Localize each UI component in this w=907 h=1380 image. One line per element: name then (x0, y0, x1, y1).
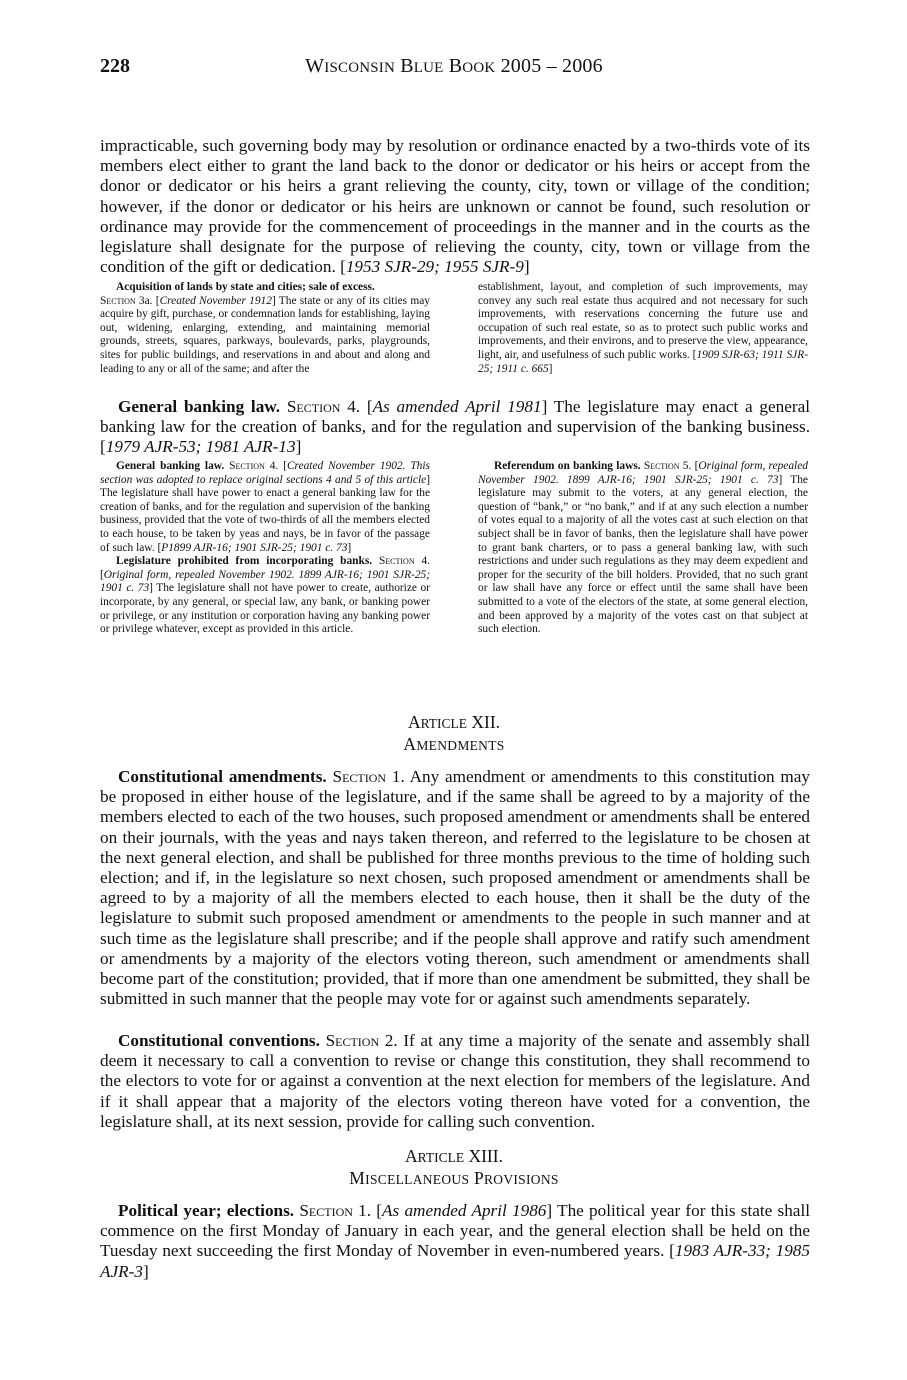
section-heading: Political year; elections. (118, 1201, 295, 1220)
section-1-political-year: Political year; elections. Section 1. [As amended April 1986] The political year for this state shall commence on the first Monday of January in each year, and the general election shall be held on the Tuesday next succeeding the first Monday of November in even-numbered years. [1983 AJR-33; 1985 AJR-3] (100, 1201, 810, 1281)
running-title: WISCONSIN BLUE BOOK 2005 – 2006 (305, 55, 603, 77)
article-xiii-heading (100, 1146, 808, 1190)
paragraph-continued: impracticable, such governing body may by resolution or ordinance enacted by a two-thirds vote of its members elect either to grant the land back to the donor or dedicator or his heirs or accept from the donor or dedicator or his heirs a grant relieving the county, city, town or village of the condition; however, if the donor or dedicator or his heirs are unknown or cannot be found, such resolution or ordinance may provide for the commencement of proceedings in the manner and in the courts as the legislature shall designate for the purpose of relieving the county, city, town or village from the condition of the gift or dedication. [1953 SJR-29; 1955 SJR-9] (100, 136, 810, 277)
article-label: ARTICLE XII. (407, 712, 501, 732)
note-column-right: establishment, layout, and completion of such improvements, may convey any such real estate thus acquired and not necessary for such improvements, with reservations concerning the future use and occupation of such real estate, so as to protect such public works and improvements, and their environs, and to preserve the view, appearance, light, air, and usefulness of such public works. [1909 SJR-63; 1911 SJR-25; 1911 c. 665] (478, 281, 808, 375)
note-heading: Legislature prohibited from incorporating banks. (116, 555, 373, 568)
section-heading: General banking law. (118, 397, 281, 416)
notes-section-3a (100, 281, 808, 376)
article-title: MISCELLANEOUS PROVISIONS (349, 1168, 559, 1188)
section-2-constitutional-conventions: Constitutional conventions. Section 2. If at any time a majority of the senate and assembly shall deem it necessary to call a convention to revise or change this constitution, they shall recommend to the electors to vote for or against a convention at the next election for members of the legislature. And if it shall appear that a majority of the electors voting thereon have voted for a convention, the legislature shall, at its next session, provide for calling such convention. (100, 1031, 811, 1131)
citation: 1979 AJR-53; 1981 AJR-13 (105, 437, 296, 457)
citation: 1983 AJR-33; 1985 AJR-3 (100, 1241, 810, 1281)
section-heading: Constitutional conventions. (118, 1031, 320, 1050)
citation: 1953 SJR-29; 1955 SJR-9 (345, 257, 524, 277)
citation: P1899 AJR-16; 1901 SJR-25; 1901 c. 73 (161, 541, 348, 554)
page-header (100, 55, 808, 83)
article-title: AMENDMENTS (403, 734, 505, 754)
page-number: 228 (100, 55, 130, 77)
section-heading: Constitutional amendments. (118, 767, 327, 786)
notes-banking (100, 460, 808, 637)
article-xii-heading (100, 712, 808, 756)
section-1-constitutional-amendments: Constitutional amendments. Section 1. Any amendment or amendments to this constitution may be proposed in either house of the legislature, and if the same shall be agreed to by a majority of the members elected to each of the two houses, such proposed amendment or amendments shall be entered on their journals, with the yeas and nays taken thereon, and referred to the legislature to be chosen at the next general election, and shall be published for three months previous to the time of holding such election; and if, in the legislature so next chosen, such proposed amendment or amendments shall be agreed to by a majority of all the members elected to each house, then it shall be the duty of the legislature to submit such proposed amendment or amendments to the people in such manner and at such time as the legislature shall prescribe; and if the people shall approve and ratify such amendment or amendments by a majority of the electors voting thereon, such amendment or amendments shall become part of the constitution; provided, that if more than one amendment be submitted, they shall be submitted in such manner that the people may vote for or against such amendments separately. (100, 767, 811, 1009)
note-column-left: Acquisition of lands by state and cities; sale of excess. Section 3a. [Created November 1912] The state or any of its cities may acquire by gift, purchase, or condemnation lands for establishing, laying out, widening, enlarging, extending, and maintaining memorial grounds, streets, squares, parkways, boulevards, parks, playgrounds, sites for public buildings, and reservations in and about and along and leading to any or all of the same; and after the (100, 281, 430, 375)
note-heading: Referendum on banking laws. (494, 460, 641, 472)
note-heading: General banking law. (116, 460, 225, 472)
article-label: ARTICLE XIII. (405, 1146, 503, 1166)
note-column-left: General banking law. Section 4. [Created November 1902. This section was adopted to replace original sections 4 and 5 of this article] The legislature shall have power to enact a general banking law for the creation of banks, and for the regulation and supervision of the banking business, provided that the vote of two-thirds of all the members elected to each house, to be taken by yeas and nays, be in favor of the passage of such law. [P1899 AJR-16; 1901 SJR-25; 1901 c. 73] Legislature prohibited from incorporating banks. Section 4. [Original form, repealed November 1902. 1899 AJR-16; 1901 SJR-25; 1901 c. 73] The legislature shall not have power to create, authorize or incorporate, by any general, or special law, any bank, or banking power or privilege, or any institution or corporation having any banking power or privilege whatever, except as provided in this article. (100, 460, 430, 636)
section-4-general-banking-law: General banking law. Section 4. [As amended April 1981] The legislature may enact a general banking law for the creation of banks, and for the regulation and supervision of the banking business. [1979 AJR-53; 1981 AJR-13] (100, 397, 810, 457)
note-column-right: Referendum on banking laws. Section 5. [Original form, repealed November 1902. 1899 AJR-16; 1901 SJR-25; 1901 c. 73] The legislature may submit to the voters, at any general election, the question of “bank,” or “no bank,” and if at any such election a number of votes equal to a majority of all the votes cast at such election on that subject shall be in favor of banks, then the legislature shall have power to grant bank charters, or to pass a general banking law, with such restrictions and under such regulations as they may deem expedient and proper for the security of the bill holders. Provided, that no such grant or law shall have any force or effect until the same shall have been submitted to a vote of the electors of the state, at some general election, and been approved by a majority of the votes cast on that subject at such election. (478, 460, 808, 636)
note-heading: Acquisition of lands by state and cities; sale of excess. (116, 281, 375, 293)
citation: 1909 SJR-63; 1911 SJR-25; 1911 c. 665 (478, 348, 808, 375)
